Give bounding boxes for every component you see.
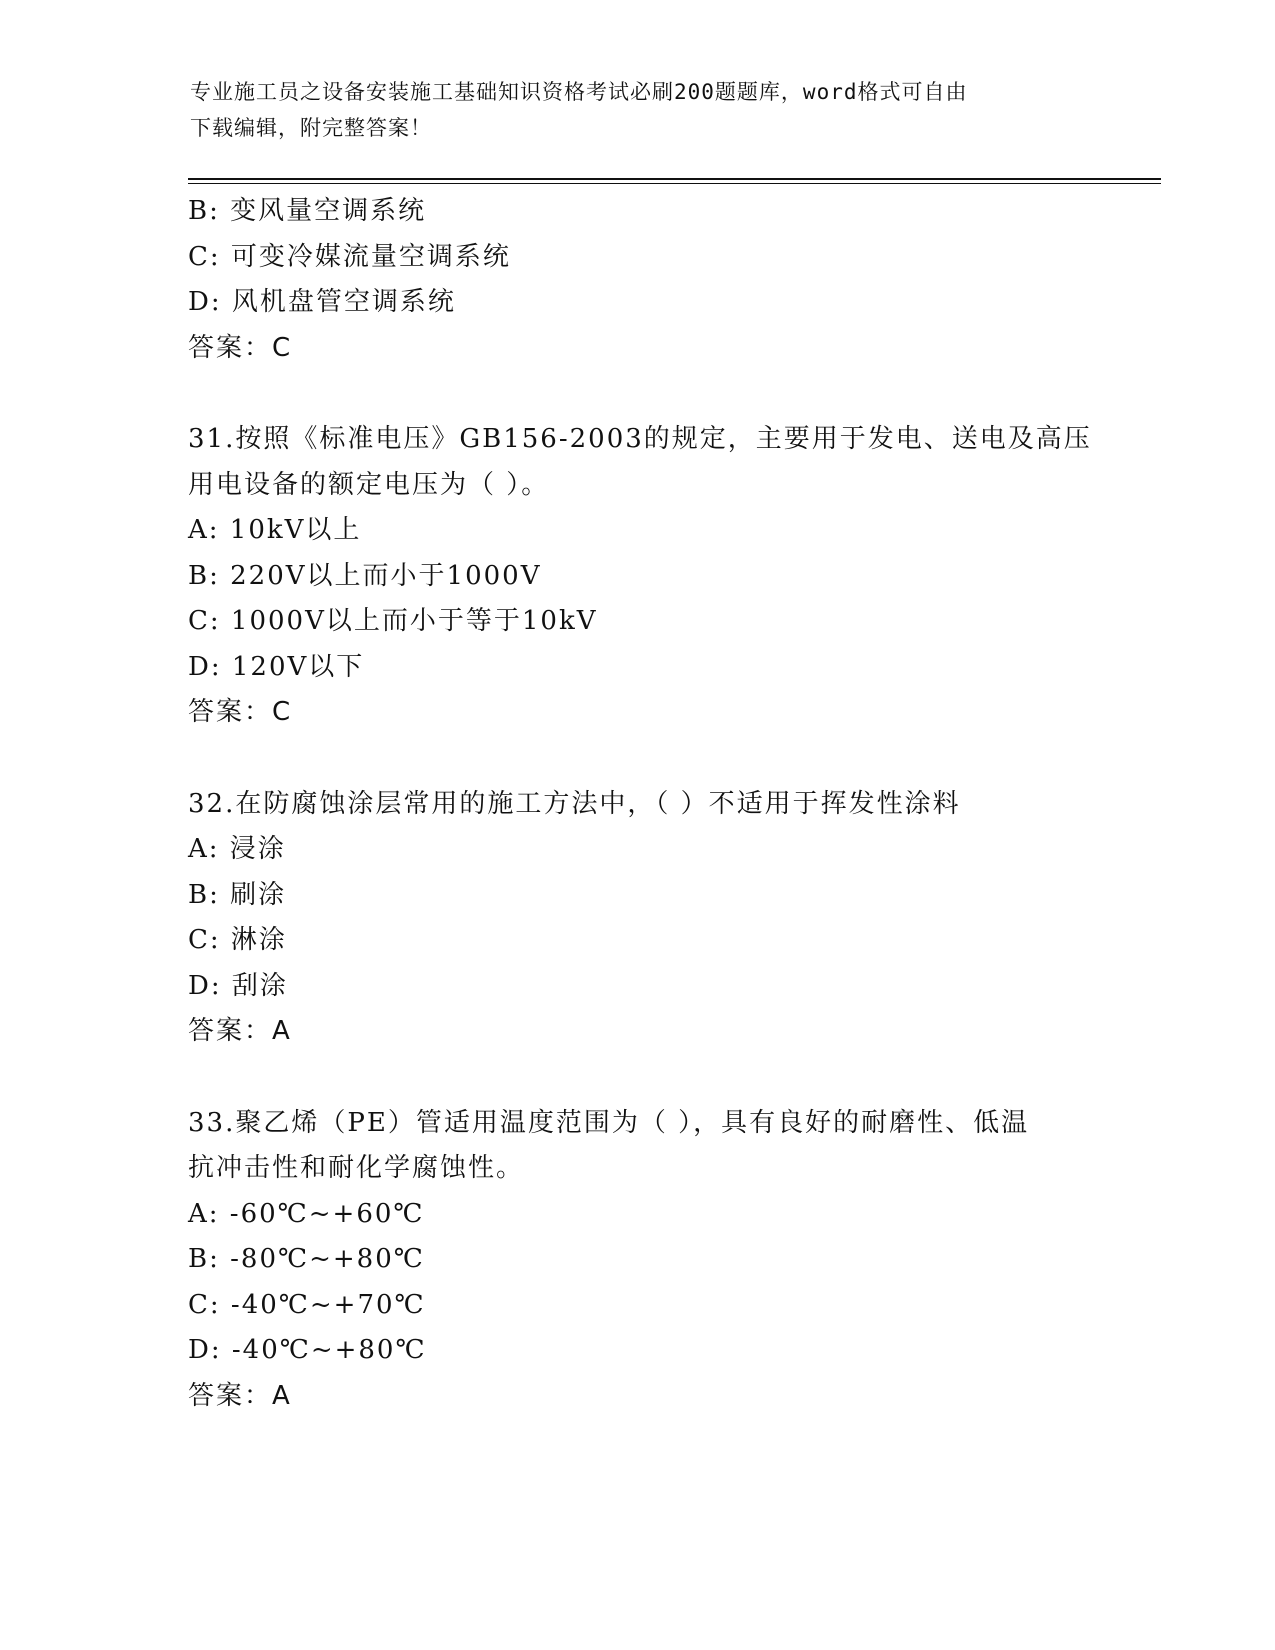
header-line-2: 下载编辑，附完整答案！	[190, 116, 432, 140]
answer-line: 答案：A	[188, 1380, 292, 1411]
answer-line: 答案：C	[188, 697, 293, 727]
option-d: D: 刮涂	[188, 970, 288, 1001]
option-d: D: 120V以下	[188, 651, 365, 682]
option-a: A: -60℃~+60℃	[188, 1198, 425, 1229]
option-c: C: 可变冷媒流量空调系统	[188, 241, 511, 272]
option-a: A: 10kV以上	[188, 515, 362, 545]
option-b: B: -80℃~+80℃	[188, 1244, 425, 1274]
option-b: B: 220V以上而小于1000V	[188, 560, 542, 591]
header-line-1: 专业施工员之设备安装施工基础知识资格考试必刷200题题库，word格式可自由	[190, 80, 968, 104]
question-text-line-1: 33.聚乙烯（PE）管适用温度范围为（ ），具有良好的耐磨性、低温	[188, 1107, 1030, 1138]
option-d: D: 风机盘管空调系统	[188, 287, 456, 317]
header-divider-thin	[188, 183, 1161, 184]
option-b: B: 变风量空调系统	[188, 196, 427, 226]
question-text-line-1: 32.在防腐蚀涂层常用的施工方法中，（ ）不适用于挥发性涂料	[188, 788, 961, 819]
question-31	[188, 417, 1092, 736]
question-text-line-2: 用电设备的额定电压为（ ）。	[188, 469, 550, 500]
answer-line: 答案：A	[188, 1016, 292, 1046]
option-d: D: -40℃~+80℃	[188, 1335, 427, 1365]
question-text-line-2: 抗冲击性和耐化学腐蚀性。	[188, 1153, 525, 1183]
question-30-tail	[188, 189, 1088, 371]
question-list	[188, 189, 1092, 1419]
question-text-line-1: 31.按照《标准电压》GB156-2003的规定，主要用于发电、送电及高压	[188, 424, 1092, 454]
answer-line: 答案：C	[188, 332, 293, 363]
header-divider-thick	[188, 178, 1161, 180]
option-c: C: 淋涂	[188, 925, 287, 955]
option-c: C: -40℃~+70℃	[188, 1289, 426, 1320]
document-header	[190, 74, 1090, 146]
question-32	[188, 782, 1088, 1055]
option-a: A: 浸涂	[188, 834, 286, 864]
question-33	[188, 1101, 1088, 1420]
option-c: C: 1000V以上而小于等于10kV	[188, 606, 598, 636]
option-b: B: 刷涂	[188, 879, 287, 910]
